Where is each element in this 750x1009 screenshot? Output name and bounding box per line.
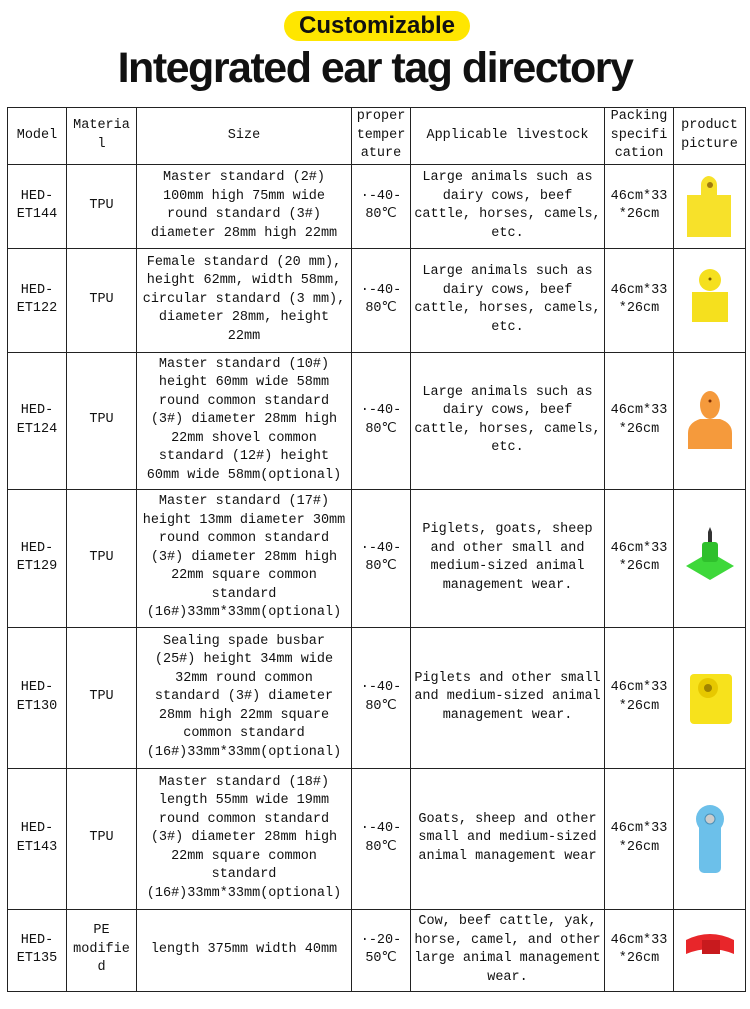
size-cell: Master standard (18#) length 55mm wide 19mm round common standard (3#) diameter 28mm high 22mm square common standard (16#)33mm*33mm(optional) <box>137 768 352 909</box>
livestock-cell: Large animals such as dairy cows, beef cattle, horses, camels, etc. <box>411 352 605 489</box>
packing-cell: 46cm*33 *26cm <box>605 909 674 991</box>
green-button-tag-icon <box>680 520 740 596</box>
livestock-cell: Piglets, goats, sheep and other small and medium-sized animal management wear. <box>411 489 605 627</box>
blue-long-tag-icon <box>680 801 740 877</box>
product-picture <box>674 627 746 768</box>
yellow-large-ear-tag-icon <box>680 168 740 244</box>
model-cell: HED-ET144 <box>8 164 67 248</box>
table-row <box>8 768 746 909</box>
temperature-cell: ·-20-50℃ <box>352 909 411 991</box>
table-row <box>8 352 746 489</box>
model-cell: HED-ET122 <box>8 248 67 352</box>
packing-cell: 46cm*33 *26cm <box>605 248 674 352</box>
size-cell: Master standard (2#) 100mm high 75mm wide round standard (3#) diameter 28mm high 22mm <box>137 164 352 248</box>
model-cell: HED-ET143 <box>8 768 67 909</box>
header-picture: product picture <box>674 108 746 165</box>
packing-cell: 46cm*33 *26cm <box>605 768 674 909</box>
packing-cell: 46cm*33 *26cm <box>605 627 674 768</box>
packing-cell: 46cm*33 *26cm <box>605 489 674 627</box>
header-size: Size <box>137 108 352 165</box>
product-picture <box>674 164 746 248</box>
header-temperature: proper temper ature <box>352 108 411 165</box>
temperature-cell: ·-40-80℃ <box>352 627 411 768</box>
header-material: Materia l <box>67 108 137 165</box>
header-livestock: Applicable livestock <box>411 108 605 165</box>
header-packing: Packing specifi cation <box>605 108 674 165</box>
table-row <box>8 489 746 627</box>
orange-ear-tag-icon <box>680 383 740 459</box>
product-picture <box>674 768 746 909</box>
model-cell: HED-ET129 <box>8 489 67 627</box>
livestock-cell: Piglets and other small and medium-sized animal management wear. <box>411 627 605 768</box>
table-row <box>8 909 746 991</box>
model-cell: HED-ET124 <box>8 352 67 489</box>
temperature-cell: ·-40-80℃ <box>352 768 411 909</box>
size-cell: Master standard (10#) height 60mm wide 58mm round common standard (3#) diameter 28mm high 22mm shovel common standard (12#) height 60mm wide 58mm(optional) <box>137 352 352 489</box>
temperature-cell: ·-40-80℃ <box>352 248 411 352</box>
material-cell: TPU <box>67 768 137 909</box>
livestock-cell: Cow, beef cattle, yak, horse, camel, and other large animal management wear. <box>411 909 605 991</box>
material-cell: PE modifie d <box>67 909 137 991</box>
yellow-ear-tag-icon <box>680 262 740 338</box>
temperature-cell: ·-40-80℃ <box>352 164 411 248</box>
livestock-cell: Goats, sheep and other small and medium-sized animal management wear <box>411 768 605 909</box>
table-row <box>8 164 746 248</box>
table-row <box>8 627 746 768</box>
material-cell: TPU <box>67 352 137 489</box>
size-cell: Sealing spade busbar (25#) height 34mm wide 32mm round common standard (3#) diameter 28mm high 22mm square common standard (16#)33mm*33mm(optional) <box>137 627 352 768</box>
page-title: Integrated ear tag directory <box>117 44 633 92</box>
material-cell: TPU <box>67 164 137 248</box>
packing-cell: 46cm*33 *26cm <box>605 164 674 248</box>
red-band-icon <box>680 912 740 988</box>
material-cell: TPU <box>67 627 137 768</box>
header-model: Model <box>8 108 67 165</box>
livestock-cell: Large animals such as dairy cows, beef cattle, horses, camels, etc. <box>411 164 605 248</box>
size-cell: Female standard (20 mm), height 62mm, width 58mm, circular standard (3 mm), diameter 28mm, height 22mm <box>137 248 352 352</box>
table-row <box>8 248 746 352</box>
material-cell: TPU <box>67 248 137 352</box>
packing-cell: 46cm*33 *26cm <box>605 352 674 489</box>
customizable-badge: Customizable <box>284 11 470 41</box>
product-picture <box>674 909 746 991</box>
product-picture <box>674 489 746 627</box>
model-cell: HED-ET135 <box>8 909 67 991</box>
yellow-square-tag-icon <box>680 660 740 736</box>
product-picture <box>674 248 746 352</box>
material-cell: TPU <box>67 489 137 627</box>
livestock-cell: Large animals such as dairy cows, beef cattle, horses, camels, etc. <box>411 248 605 352</box>
ear-tag-table <box>7 107 746 992</box>
size-cell: length 375mm width 40mm <box>137 909 352 991</box>
model-cell: HED-ET130 <box>8 627 67 768</box>
size-cell: Master standard (17#) height 13mm diameter 30mm round common standard (3#) diameter 28mm high 22mm square common standard (16#)33mm*33mm(optional) <box>137 489 352 627</box>
product-picture <box>674 352 746 489</box>
table-header-row <box>8 108 746 165</box>
temperature-cell: ·-40-80℃ <box>352 489 411 627</box>
temperature-cell: ·-40-80℃ <box>352 352 411 489</box>
